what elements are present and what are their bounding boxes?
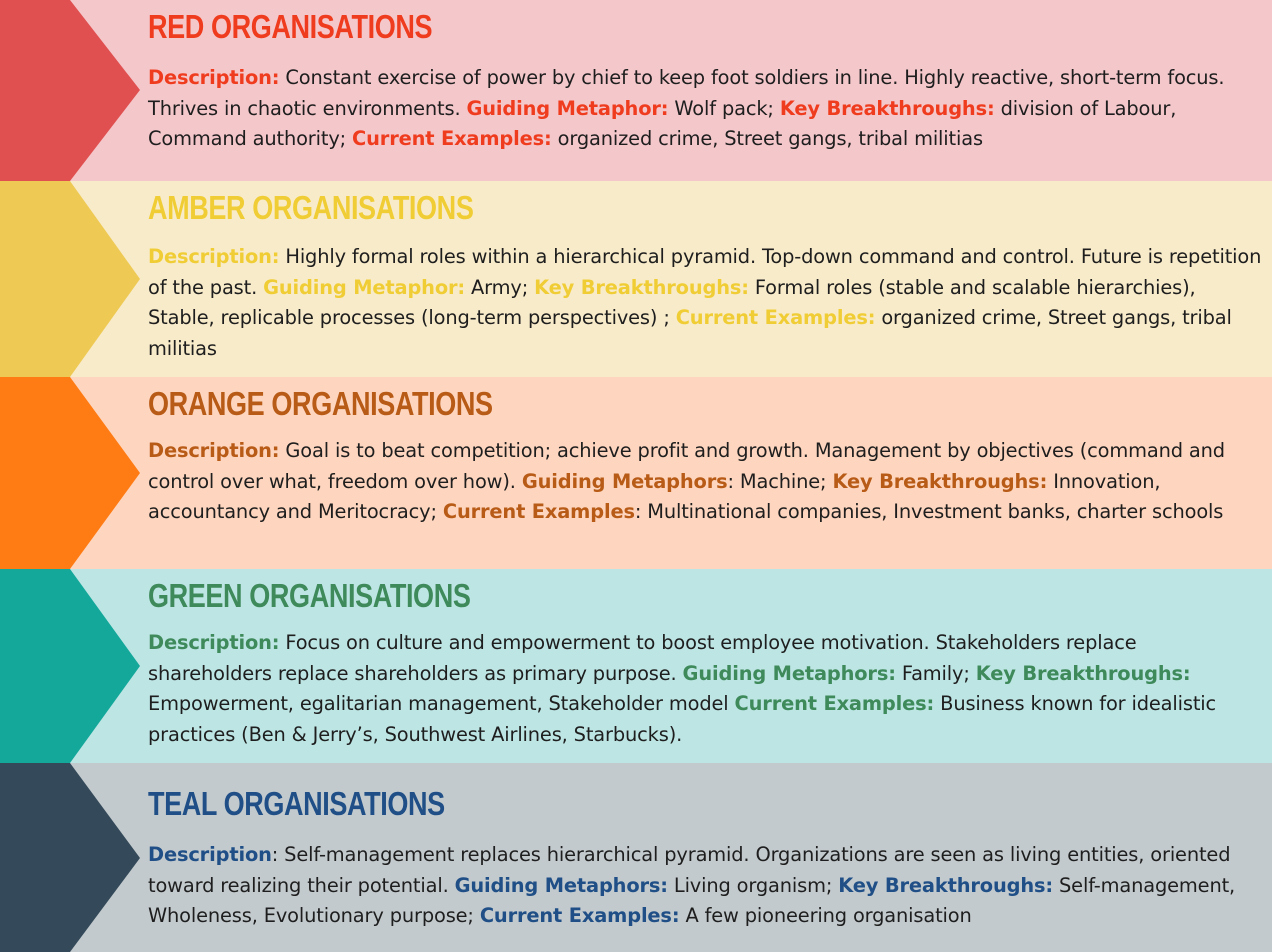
red-section-title: RED ORGANISATIONS (148, 8, 433, 45)
red-organisations-section (0, 0, 1272, 181)
green-section-title: GREEN ORGANISATIONS (148, 577, 471, 614)
teal-section-title: TEAL ORGANISATIONS (148, 785, 445, 822)
amber-description-label: Description: (148, 245, 280, 268)
orange-current-examples-text: : Multinational companies, Investment banks, charter schools (634, 500, 1224, 524)
orange-key-breakthroughs-text: Innovation, accountancy and Meritocracy; (148, 469, 1161, 524)
red-guiding-metaphor-label: Guiding Metaphor: (466, 96, 669, 120)
teal-current-examples-text: A few pioneering organisation (679, 904, 972, 928)
green-guiding-metaphors-label: Guiding Metaphors: (682, 661, 896, 685)
amber-description-text: Highly formal roles within a hierarchical pyramid. Top-down command and control. Future is repetition of the past. (148, 245, 1262, 299)
amber-current-examples-label: Current Examples: (675, 306, 876, 330)
orange-current-examples-label: Current Examples (442, 500, 635, 524)
amber-key-breakthroughs-label: Key Breakthroughs: (534, 275, 749, 299)
green-chevron-arrow (0, 569, 150, 763)
orange-guiding-metaphors-label: Guiding Metaphors (521, 469, 728, 493)
green-description-label: Description: (148, 631, 280, 654)
red-chevron-arrow (0, 0, 150, 181)
amber-chevron-shape (0, 181, 140, 377)
teal-organisations-section (0, 763, 1272, 952)
teal-key-breakthroughs-text: Self-management, Wholeness, Evolutionary purpose; (148, 873, 1236, 928)
amber-section-body (148, 242, 1264, 364)
orange-key-breakthroughs-label: Key Breakthroughs: (832, 469, 1048, 493)
green-key-breakthroughs-label: Key Breakthroughs: (975, 661, 1191, 685)
orange-organisations-section (0, 377, 1272, 569)
orange-guiding-metaphors-text: : Machine; (727, 469, 833, 493)
amber-current-examples-text: organized crime, Street gangs, tribal militias (148, 306, 1232, 360)
orange-chevron-arrow (0, 377, 150, 569)
amber-key-breakthroughs-text: Formal roles (stable and scalable hierarchies), Stable, replicable processes (long-term perspectives) ; (148, 275, 1196, 330)
teal-description-label: Description (148, 843, 272, 866)
red-guiding-metaphor-text: Wolf pack; (668, 96, 780, 120)
teal-chevron-arrow (0, 763, 150, 952)
orange-description-label: Description: (148, 439, 280, 462)
red-current-examples-label: Current Examples: (352, 127, 552, 151)
green-organisations-section (0, 569, 1272, 763)
red-key-breakthroughs-text: division of Labour, Command authority; (148, 96, 1177, 151)
teal-description-text: : Self-management replaces hierarchical pyramid. Organizations are seen as living entities, oriented toward realizing their potential. (148, 843, 1231, 897)
red-description-text: Constant exercise of power by chief to keep foot soldiers in line. Highly reactive, short-term focus. Thrives in chaotic environments. (148, 66, 1225, 120)
amber-organisations-section (0, 181, 1272, 377)
amber-guiding-metaphor-label: Guiding Metaphor: (263, 275, 466, 299)
green-section-body (148, 628, 1264, 750)
green-guiding-metaphors-text: Family; (895, 661, 976, 685)
red-chevron-shape (0, 0, 140, 181)
teal-guiding-metaphors-label: Guiding Metaphors: (454, 873, 668, 897)
red-current-examples-text: organized crime, Street gangs, tribal militias (551, 127, 983, 151)
amber-chevron-arrow (0, 181, 150, 377)
teal-guiding-metaphors-text: Living organism; (667, 873, 839, 897)
orange-section-body (148, 436, 1264, 528)
teal-chevron-shape (0, 763, 140, 952)
teal-current-examples-label: Current Examples: (479, 904, 680, 928)
red-key-breakthroughs-label: Key Breakthroughs: (779, 96, 995, 120)
amber-guiding-metaphor-text: Army; (465, 275, 535, 299)
red-description-label: Description: (148, 66, 280, 89)
orange-description-text: Goal is to beat competition; achieve profit and growth. Management by objectives (command and control over what, freedom over how). (148, 439, 1225, 493)
teal-section-body (148, 840, 1264, 932)
orange-section-title: ORANGE ORGANISATIONS (148, 385, 493, 422)
amber-section-title: AMBER ORGANISATIONS (148, 189, 474, 226)
green-current-examples-label: Current Examples: (734, 692, 935, 716)
orange-chevron-shape (0, 377, 140, 569)
green-chevron-shape (0, 569, 140, 763)
teal-key-breakthroughs-label: Key Breakthroughs: (838, 873, 1053, 897)
green-current-examples-text: Business known for idealistic practices (Ben & Jerry’s, Southwest Airlines, Starbucks). (148, 692, 1217, 746)
red-section-body (148, 63, 1264, 155)
green-description-text: Focus on culture and empowerment to boost employee motivation. Stakeholders replace shareholders replace shareholders as primary purpose. (148, 631, 1137, 685)
green-key-breakthroughs-text: Empowerment, egalitarian management, Stakeholder model (148, 692, 735, 716)
